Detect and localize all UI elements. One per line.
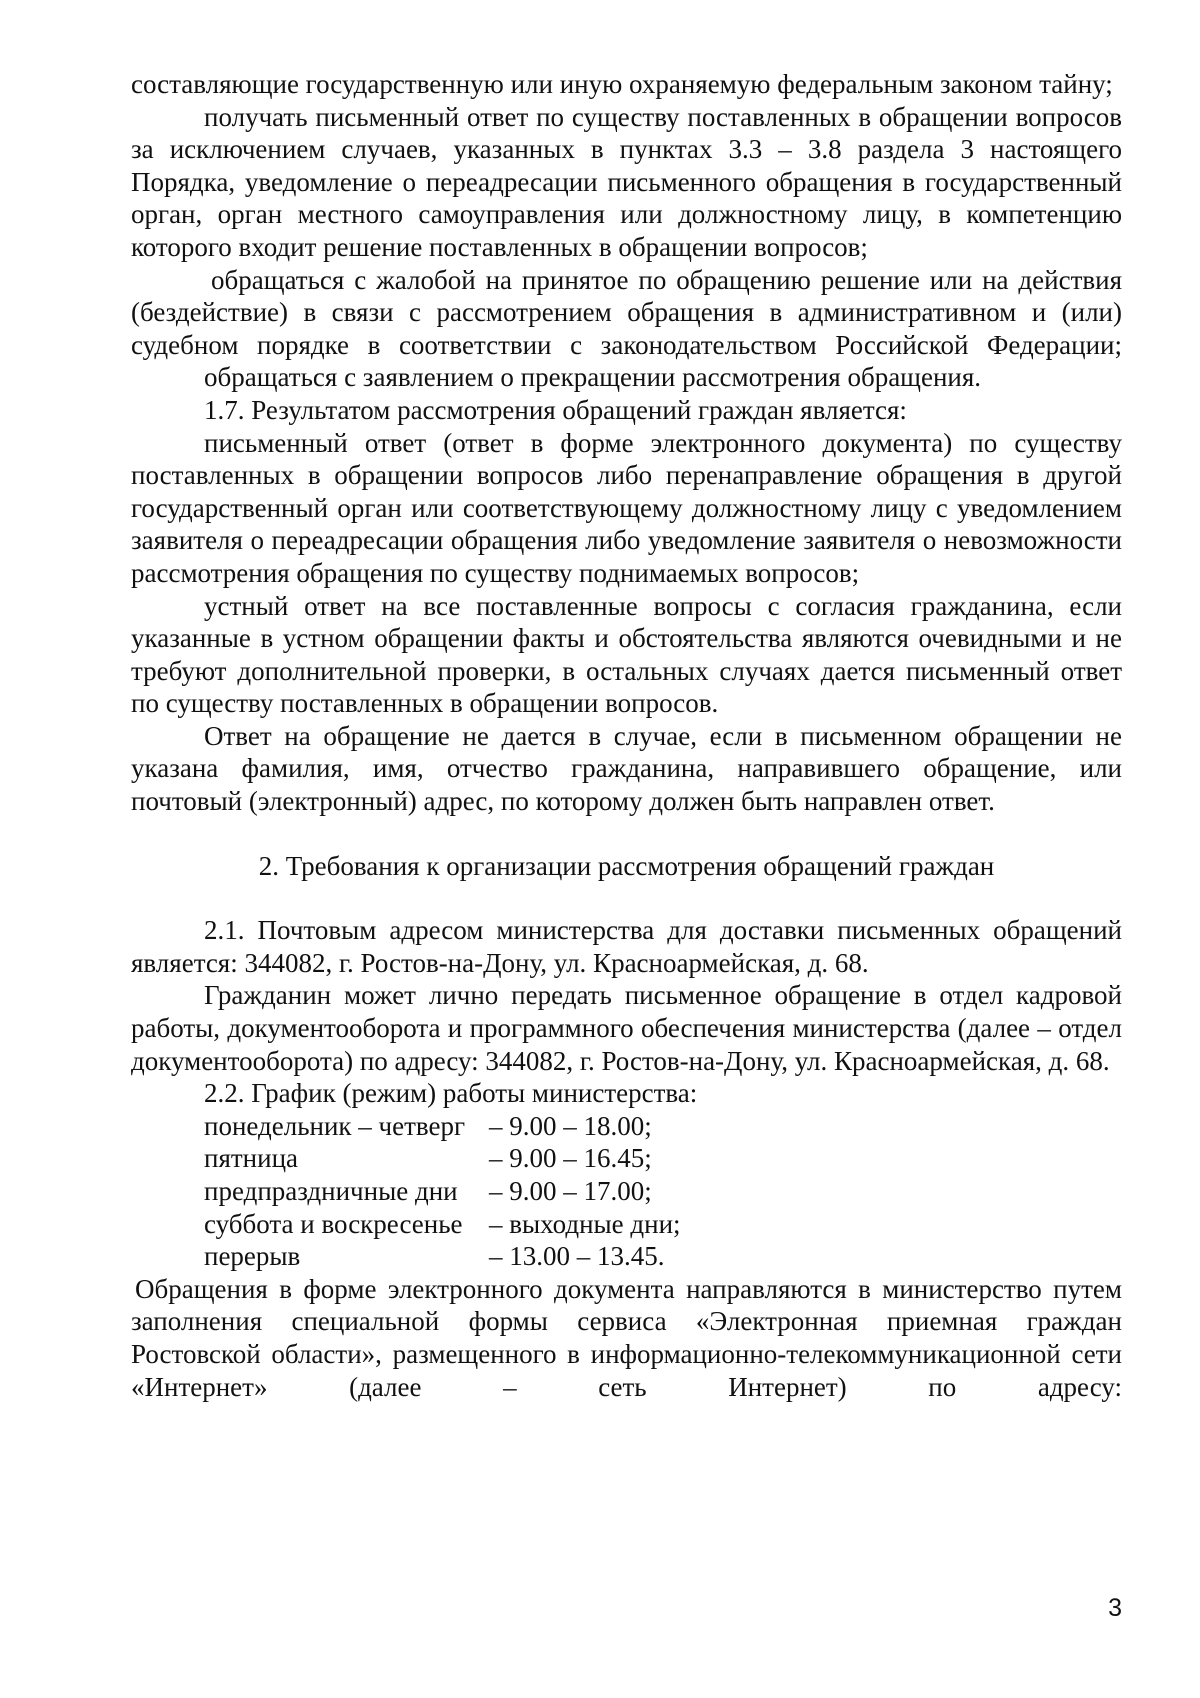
paragraph-written-answer-right: получать письменный ответ по существу поставленных в обращении вопросов за исключением случаев, указанных в пунктах 3.3 – 3.8 раздела 3 настоящего Порядка, уведомление о переадресации письменного обращения в государственный орган, орган местного самоуправления или должностному лицу, в компетенцию которого входит решение поставленных в обращении вопросов; [131, 101, 1122, 262]
paragraph-written-response: письменный ответ (ответ в форме электронного документа) по существу поставленных в обращении вопросов либо перенаправление обращения в другой государственный орган или соответствующему должностному лицу с уведомлением заявителя о переадресации обращения либо уведомление заявителя о невозможности рассмотрения обращения по существу поднимаемых вопросов; [131, 427, 1122, 588]
paragraph-electronic-submission: Обращения в форме электронного документа направляются в министерство путем заполнения специальной формы сервиса «Электронная приемная граждан Ростовской области», размещенного в информационно-телекоммуникационной сети «Интернет» (далее – сеть Интернет) по адресу: [131, 1273, 1122, 1402]
schedule-day: пятница [204, 1143, 298, 1174]
schedule-time: – 9.00 – 17.00; [489, 1176, 652, 1206]
schedule-time: – 13.00 – 13.45. [489, 1241, 665, 1272]
paragraph-oral-response: устный ответ на все поставленные вопросы с согласия гражданина, если указанные в устном обращении факты и обстоятельства являются очевидными и не требуют дополнительной проверки, в остальных случаях дается письменный ответ по существу поставленных в обращении вопросов. [131, 590, 1122, 719]
paragraph-termination-request: обращаться с заявлением о прекращении рассмотрения обращения. [204, 362, 982, 393]
schedule-day: перерыв [204, 1241, 301, 1272]
schedule-row [204, 1240, 681, 1273]
schedule-row [204, 1175, 681, 1208]
schedule-time: – 9.00 – 16.45; [489, 1143, 652, 1174]
section-heading: 2. Требования к организации рассмотрения обращений граждан [258, 850, 995, 881]
paragraph-result-heading: 1.7. Результатом рассмотрения обращений граждан является: [204, 394, 907, 425]
schedule-row [204, 1142, 681, 1175]
paragraph-no-response-case: Ответ на обращение не дается в случае, если в письменном обращении не указана фамилия, имя, отчество гражданина, направившего обращение, или почтовый (электронный) адрес, по которому должен быть направлен ответ. [131, 720, 1122, 817]
schedule-time: – 9.00 – 18.00; [489, 1110, 652, 1141]
schedule-time: – выходные дни; [489, 1208, 681, 1239]
schedule-row [204, 1208, 681, 1241]
schedule-day: суббота и воскресенье [204, 1208, 463, 1239]
page-number: 3 [1108, 1594, 1122, 1622]
paragraph-postal-address: 2.1. Почтовым адресом министерства для доставки письменных обращений является: 344082, г. Ростов-на-Дону, ул. Красноармейская, д. 68. [131, 915, 1122, 978]
schedule-row [204, 1110, 681, 1143]
schedule-day: понедельник – четверг [204, 1110, 466, 1141]
schedule-day: предпраздничные дни [204, 1176, 458, 1206]
paragraph-complaint-right: обращаться с жалобой на принятое по обращению решение или на действия (бездействие) в связи с рассмотрением обращения в административном и (или) судебном порядке в соответствии с законодательством Российской Федерации; [131, 264, 1122, 360]
work-schedule-table [204, 1110, 681, 1273]
document-body [131, 68, 1122, 1403]
paragraph-personal-delivery: Гражданин может лично передать письменное обращение в отдел кадровой работы, документооборота и программного обеспечения министерства (далее – отдел документооборота) по адресу: 344082, г. Ростов-на-Дону, ул. Красноармейская, д. 68. [131, 980, 1122, 1076]
paragraph-schedule-heading: 2.2. График (режим) работы министерства: [204, 1078, 698, 1109]
paragraph-state-secret: составляющие государственную или иную охраняемую федеральным законом тайну; [131, 69, 1113, 99]
